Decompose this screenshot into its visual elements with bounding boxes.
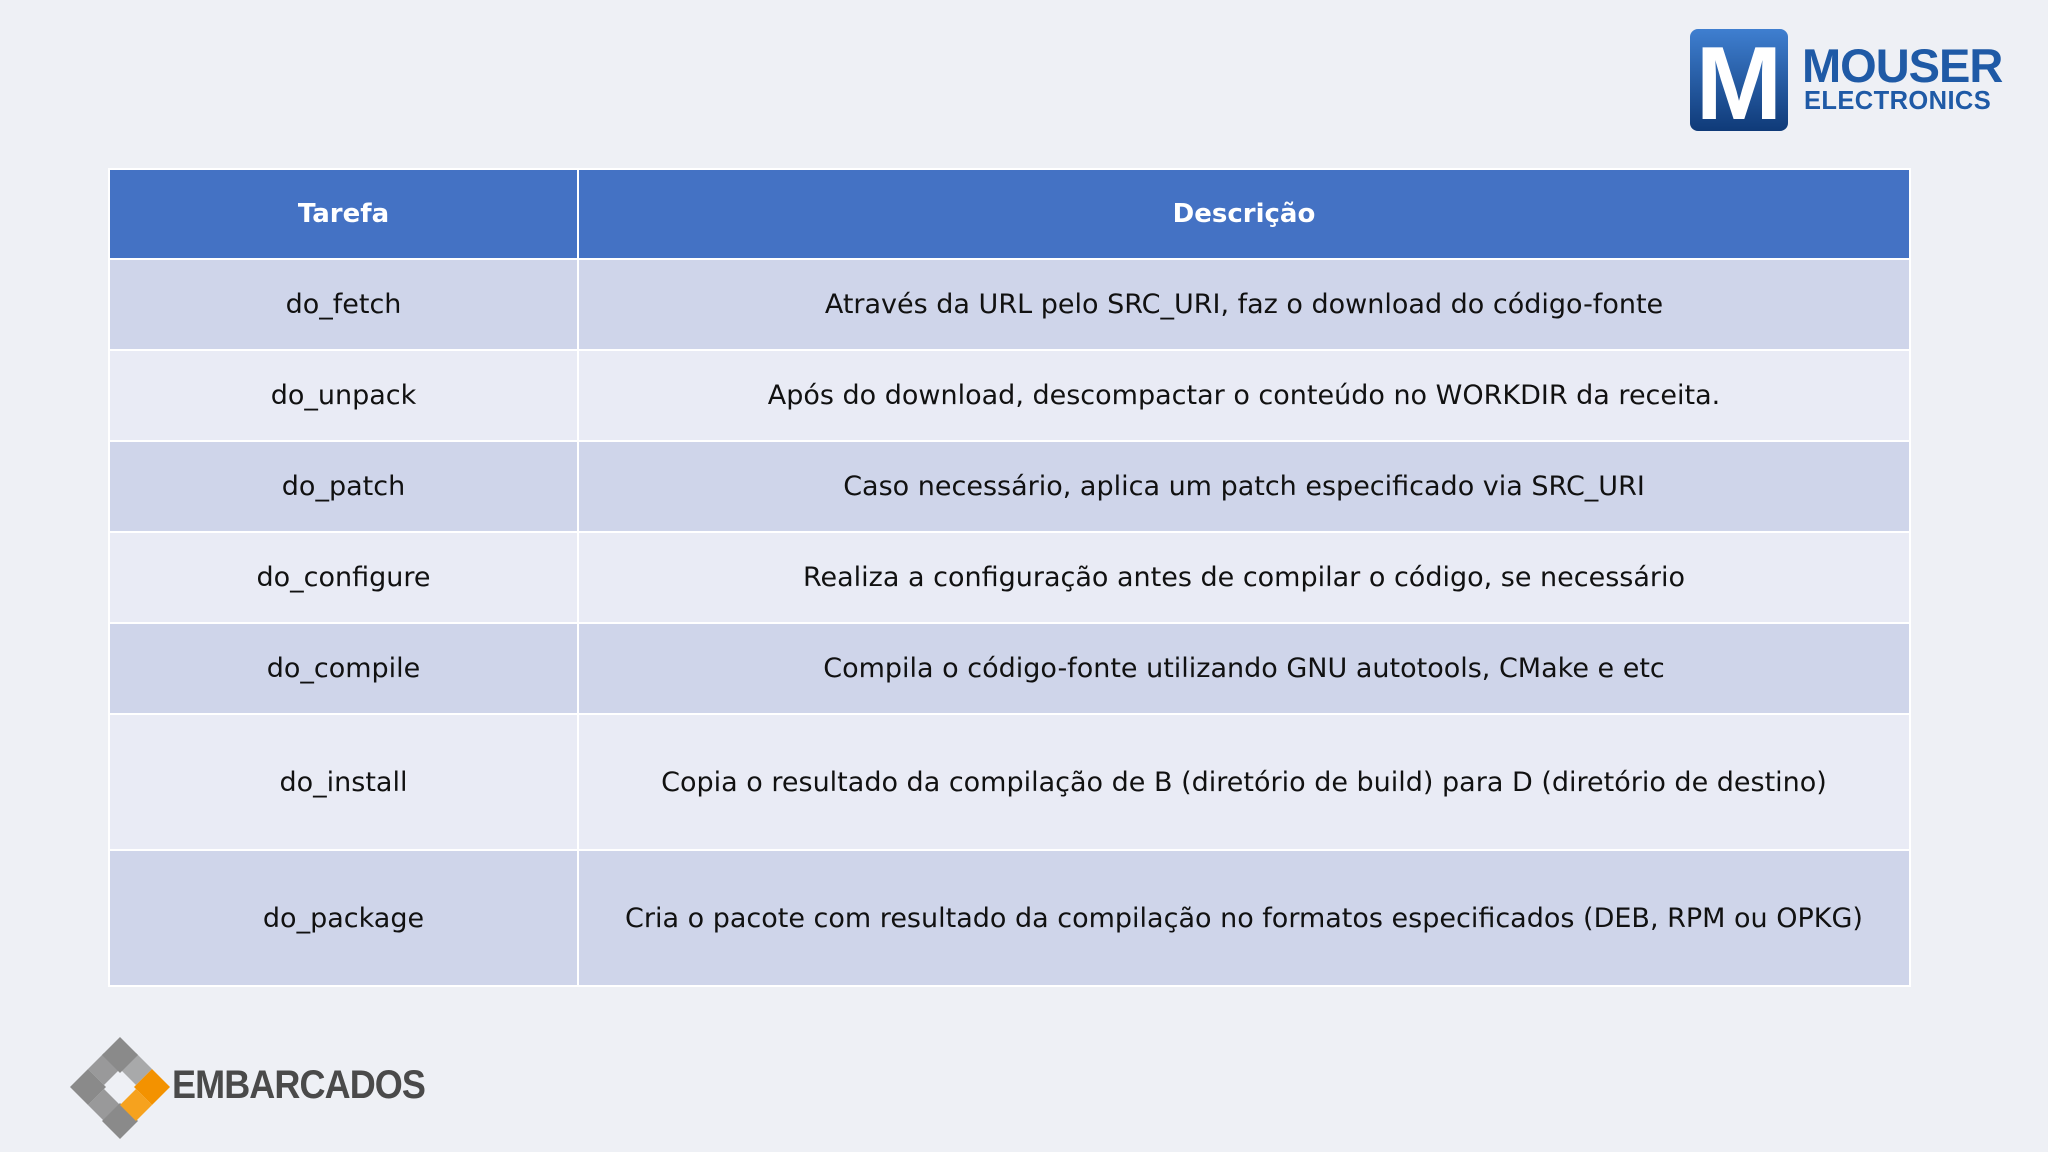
description-cell: Realiza a configuração antes de compilar o código, se necessário: [578, 532, 1910, 623]
table-row: [109, 532, 1910, 623]
table-row: [109, 850, 1910, 986]
description-cell: Copia o resultado da compilação de B (diretório de build) para D (diretório de destino): [578, 714, 1910, 850]
diamond-grid-icon: [68, 1035, 172, 1141]
task-cell: do_configure: [109, 532, 578, 623]
task-cell: do_fetch: [109, 259, 578, 350]
description-cell: Através da URL pelo SRC_URI, faz o download do código-fonte: [578, 259, 1910, 350]
description-cell: Cria o pacote com resultado da compilação no formatos especificados (DEB, RPM ou OPKG): [578, 850, 1910, 986]
task-cell: do_compile: [109, 623, 578, 714]
description-cell: Compila o código-fonte utilizando GNU autotools, CMake e etc: [578, 623, 1910, 714]
description-cell: Caso necessário, aplica um patch especificado via SRC_URI: [578, 441, 1910, 532]
table-row: [109, 714, 1910, 850]
task-cell: do_package: [109, 850, 578, 986]
task-cell: do_unpack: [109, 350, 578, 441]
task-cell: do_install: [109, 714, 578, 850]
table-row: [109, 350, 1910, 441]
table-header-row: [109, 169, 1910, 259]
mouser-electronics-logo: [1688, 27, 2013, 133]
table-row: [109, 623, 1910, 714]
task-cell: do_patch: [109, 441, 578, 532]
mouser-wordmark-line2: ELECTRONICS: [1804, 87, 1992, 115]
mouser-mark-letter: M: [1695, 27, 1783, 133]
header-descricao: Descrição: [578, 169, 1910, 259]
description-cell: Após do download, descompactar o conteúdo no WORKDIR da receita.: [578, 350, 1910, 441]
embarcados-wordmark: EMBARCADOS: [172, 1063, 426, 1107]
table-row: [109, 259, 1910, 350]
mouser-logo-mark-icon: [1688, 27, 2013, 133]
embarcados-logo: [68, 1035, 426, 1141]
yocto-tasks-table: [108, 168, 1911, 987]
header-tarefa: Tarefa: [109, 169, 578, 259]
mouser-wordmark-line1: MOUSER: [1802, 39, 2003, 92]
table-row: [109, 441, 1910, 532]
